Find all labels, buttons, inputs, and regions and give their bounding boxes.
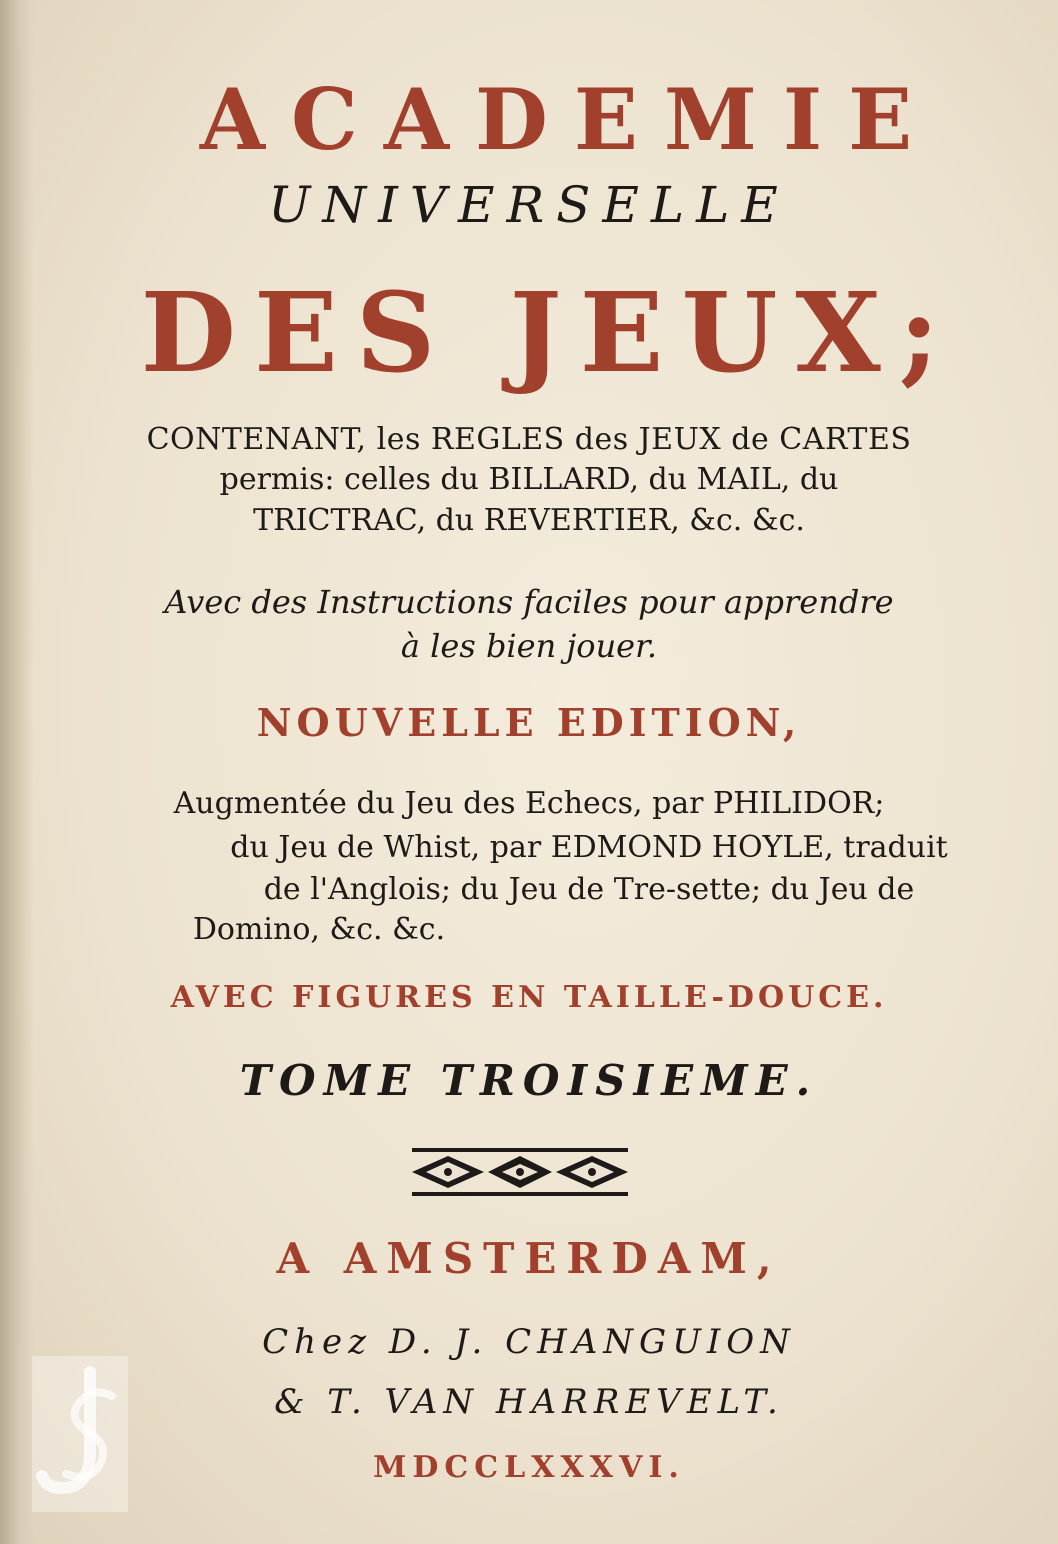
- printer-ornament-icon: [408, 1144, 632, 1200]
- instructions-line-2: à les bien jouer.: [400, 627, 658, 665]
- publisher-line-2: & T. VAN HARREVELT.: [274, 1382, 784, 1422]
- title-des-jeux: DES JEUX;: [140, 268, 958, 397]
- augmented-line-3: de l'Anglois; du Jeu de Tre-sette; du Jeu de: [263, 872, 915, 907]
- figures-line: AVEC FIGURES EN TAILLE-DOUCE.: [170, 980, 888, 1015]
- title-universelle: UNIVERSELLE: [268, 176, 790, 234]
- place-amsterdam: A AMSTERDAM,: [276, 1234, 782, 1283]
- augmented-line-4: Domino, &c. &c.: [192, 912, 446, 947]
- volume-heading: TOME TROISIEME.: [239, 1056, 819, 1105]
- year-roman: MDCCLXXXVI.: [373, 1450, 685, 1485]
- contents-line-3: TRICTRAC, du REVERTIER, &c. &c.: [253, 503, 805, 538]
- edition-heading: NOUVELLE EDITION,: [256, 700, 802, 745]
- instructions-line-1: Avec des Instructions faciles pour apprendre: [164, 583, 894, 621]
- contents-line-2: permis: celles du BILLARD, du MAIL, du: [219, 462, 839, 497]
- title-academie: ACADEMIE: [199, 70, 939, 169]
- contents-line-1: CONTENANT, les REGLES des JEUX de CARTES: [146, 422, 912, 457]
- js-monogram-watermark-icon: [32, 1356, 128, 1512]
- publisher-line-1: Chez D. J. CHANGUION: [262, 1322, 796, 1362]
- augmented-line-1: Augmentée du Jeu des Echecs, par PHILIDOR;: [173, 786, 885, 821]
- augmented-line-2: du Jeu de Whist, par EDMOND HOYLE, traduit: [230, 830, 948, 865]
